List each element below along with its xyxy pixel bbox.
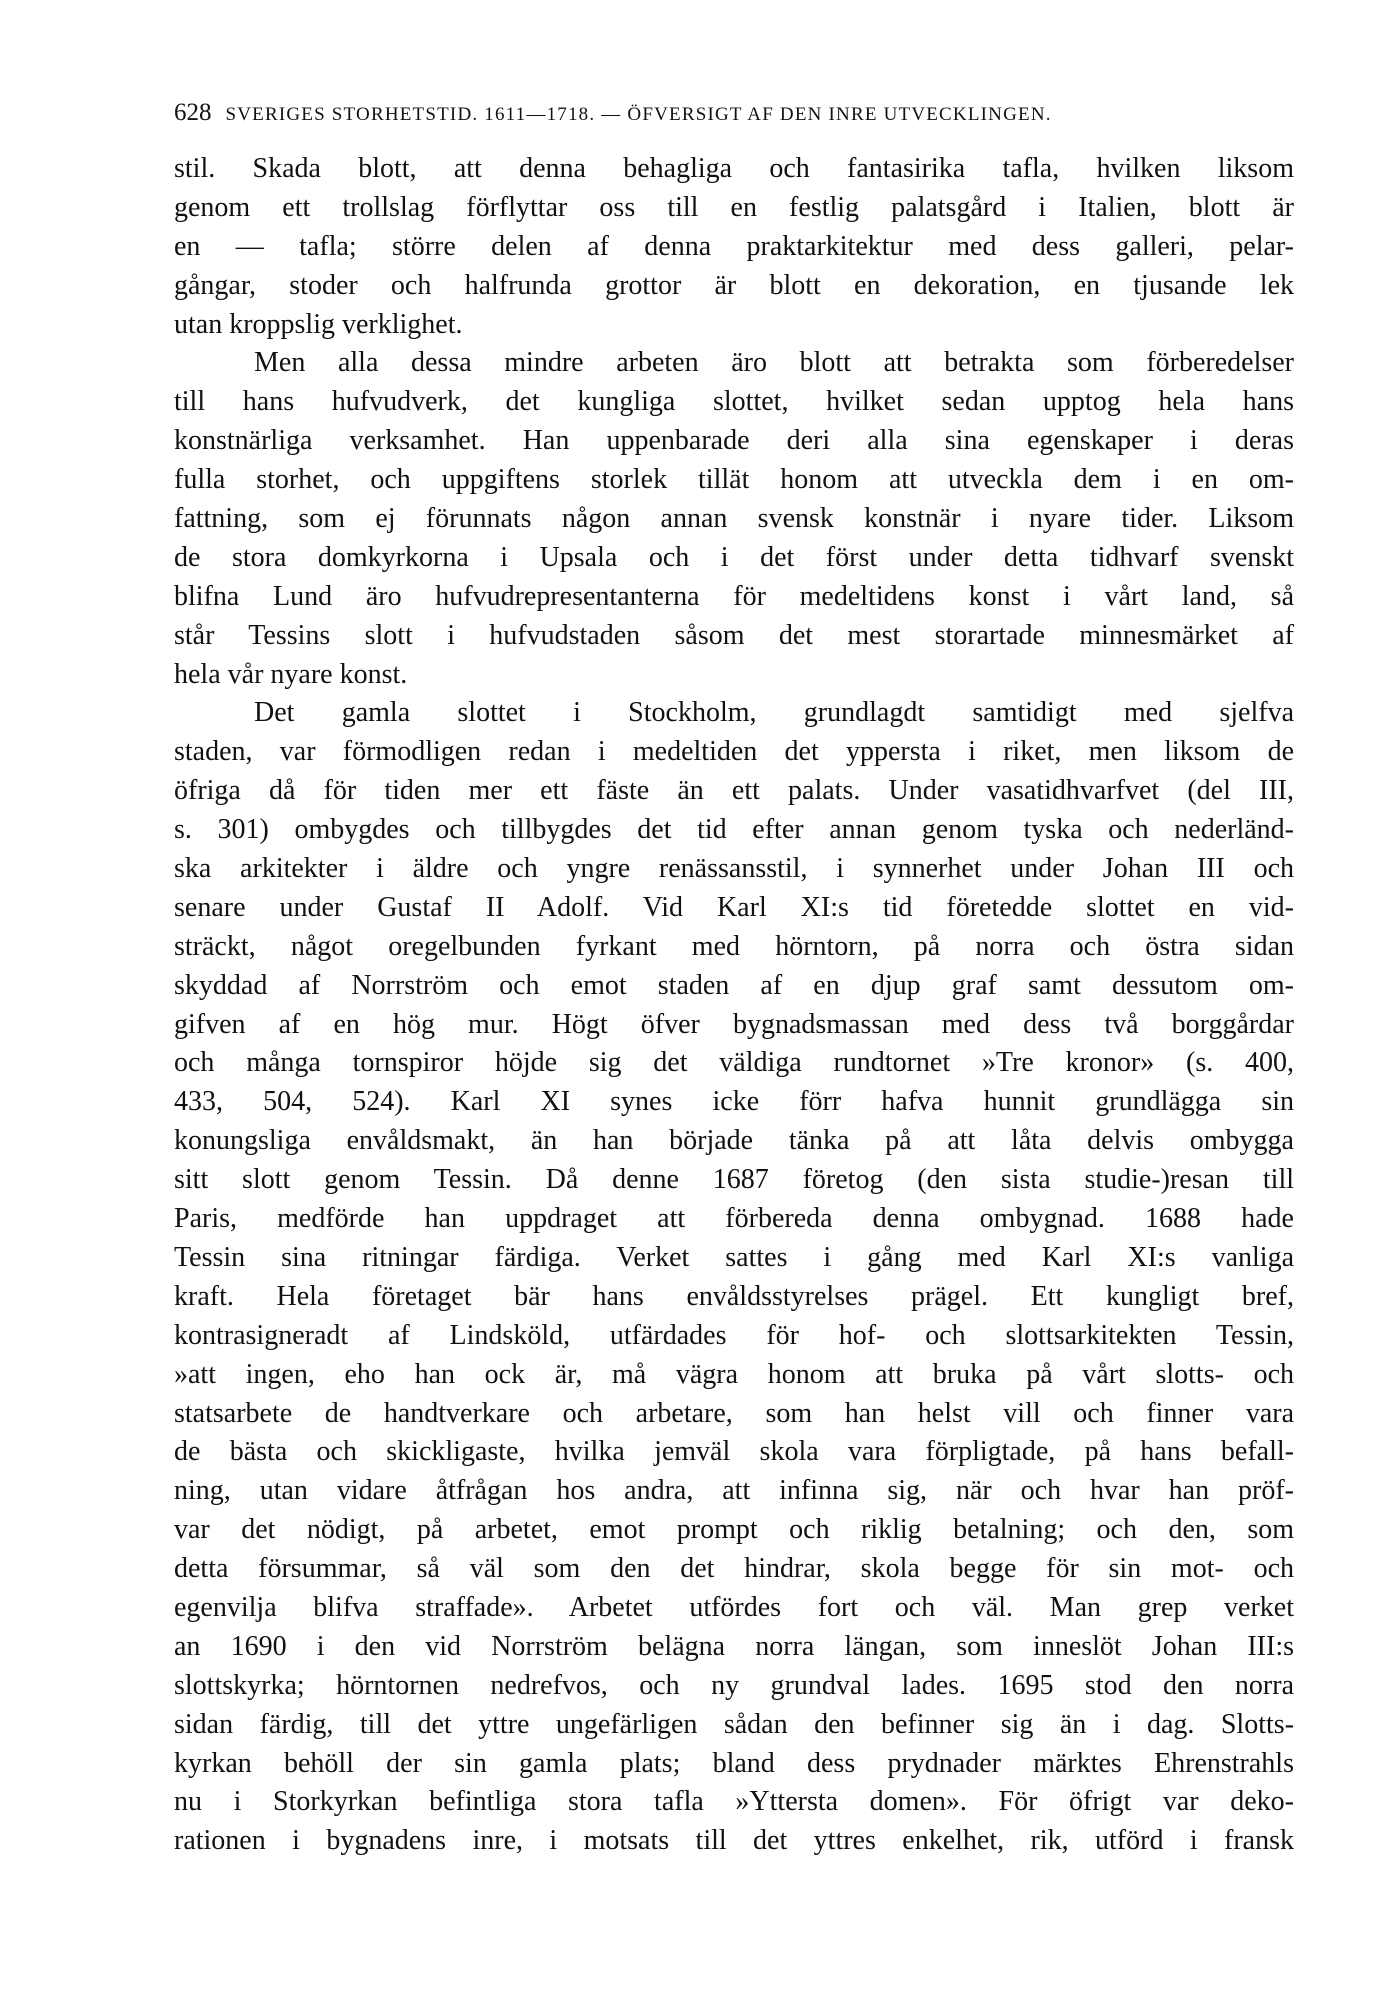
text-line: gifven af en hög mur. Högt öfver bygnadsmassan med dess två borggårdar bbox=[174, 1008, 1294, 1040]
text-line: Tessin sina ritningar färdiga. Verket sattes i gång med Karl XI:s vanliga bbox=[174, 1241, 1294, 1273]
text-line: Men alla dessa mindre arbeten äro blott att betrakta som förberedelser bbox=[254, 347, 1294, 379]
text-line: gångar, stoder och halfrunda grottor är blott en dekoration, en tjusande lek bbox=[174, 269, 1294, 301]
text-line: utan kroppslig verklighet. bbox=[174, 308, 463, 340]
text-line: till hans hufvudverk, det kungliga slottet, hvilket sedan upptog hela hans bbox=[174, 386, 1294, 418]
text-line: kraft. Hela företaget bär hans envåldsstyrelses prägel. Ett kungligt bref, bbox=[174, 1280, 1294, 1312]
text-line: nu i Storkyrkan befintliga stora tafla »Yttersta domen». För öfrigt var deko- bbox=[174, 1786, 1294, 1818]
text-line: konungsliga envåldsmakt, än han började tänka på att låta delvis ombygga bbox=[174, 1125, 1294, 1157]
text-line: var det nödigt, på arbetet, emot prompt och riklig betalning; och den, som bbox=[174, 1514, 1294, 1546]
text-line: en — tafla; större delen af denna praktarkitektur med dess galleri, pelar- bbox=[174, 230, 1294, 262]
text-line: an 1690 i den vid Norrström belägna norra längan, som inneslöt Johan III:s bbox=[174, 1630, 1294, 1662]
text-line: egenvilja blifva straffade». Arbetet utfördes fort och väl. Man grep verket bbox=[174, 1591, 1294, 1623]
text-line: de bästa och skickligaste, hvilka jemväl skola vara förpligtade, på hans befall- bbox=[174, 1436, 1294, 1468]
text-line: sidan färdig, till det yttre ungefärligen sådan den befinner sig än i dag. Slotts- bbox=[174, 1708, 1294, 1740]
page-number: 628 bbox=[174, 99, 212, 126]
text-line: sitt slott genom Tessin. Då denne 1687 företog (den sista studie-)resan till bbox=[174, 1164, 1294, 1196]
text-line: »att ingen, eho han ock är, må vägra honom att bruka på vårt slotts- och bbox=[174, 1358, 1294, 1390]
text-line: detta försummar, så väl som den det hindrar, skola begge för sin mot- och bbox=[174, 1553, 1294, 1585]
text-line: staden, var förmodligen redan i medeltiden det yppersta i riket, men liksom de bbox=[174, 736, 1294, 768]
text-line: de stora domkyrkorna i Upsala och i det först under detta tidhvarf svenskt bbox=[174, 541, 1294, 573]
text-line: sträckt, något oregelbunden fyrkant med hörntorn, på norra och östra sidan bbox=[174, 930, 1294, 962]
text-line: slottskyrka; hörntornen nedrefvos, och ny grundval lades. 1695 stod den norra bbox=[174, 1669, 1294, 1701]
text-line: kyrkan behöll der sin gamla plats; bland dess prydnader märktes Ehrenstrahls bbox=[174, 1747, 1294, 1779]
text-line: kontrasigneradt af Lindsköld, utfärdades för hof- och slottsarkitekten Tessin, bbox=[174, 1319, 1294, 1351]
text-line: fulla storhet, och uppgiftens storlek tillät honom att utveckla dem i en om- bbox=[174, 464, 1294, 496]
text-line: blifna Lund äro hufvudrepresentanterna för medeltidens konst i vårt land, så bbox=[174, 580, 1294, 612]
text-line: står Tessins slott i hufvudstaden såsom det mest storartade minnesmärket af bbox=[174, 619, 1294, 651]
running-title: SVERIGES STORHETSTID. 1611—1718. — ÖFVERSIGT AF DEN INRE UTVECKLINGEN. bbox=[225, 104, 1052, 125]
text-line: s. 301) ombygdes och tillbygdes det tid efter annan genom tyska och nederländ- bbox=[174, 814, 1294, 846]
text-line: senare under Gustaf II Adolf. Vid Karl XI:s tid företedde slottet en vid- bbox=[174, 891, 1294, 923]
text-line: statsarbete de handtverkare och arbetare, som han helst vill och finner vara bbox=[174, 1397, 1294, 1429]
text-line: ska arkitekter i äldre och yngre renässansstil, i synnerhet under Johan III och bbox=[174, 853, 1294, 885]
text-line: stil. Skada blott, att denna behagliga och fantasirika tafla, hvilken liksom bbox=[174, 153, 1294, 184]
text-line: rationen i bygnadens inre, i motsats till det yttres enkelhet, rik, utförd i fransk bbox=[174, 1825, 1294, 1857]
body-text bbox=[174, 150, 1294, 1861]
text-line: 433, 504, 524). Karl XI synes icke förr hafva hunnit grundlägga sin bbox=[174, 1086, 1294, 1118]
text-line: skyddad af Norrström och emot staden af en djup graf samt dessutom om- bbox=[174, 969, 1294, 1001]
text-line: konstnärliga verksamhet. Han uppenbarade deri alla sina egenskaper i deras bbox=[174, 425, 1294, 457]
text-line: öfriga då för tiden mer ett fäste än ett palats. Under vasatidhvarfvet (del III, bbox=[174, 775, 1294, 807]
text-line: Det gamla slottet i Stockholm, grundlagdt samtidigt med sjelfva bbox=[254, 697, 1294, 729]
text-line: ning, utan vidare åtfrågan hos andra, att infinna sig, när och hvar han pröf- bbox=[174, 1475, 1294, 1507]
text-line: hela vår nyare konst. bbox=[174, 658, 408, 690]
running-header bbox=[174, 98, 1304, 128]
text-line: fattning, som ej förunnats någon annan svensk konstnär i nyare tider. Liksom bbox=[174, 503, 1294, 535]
text-line: genom ett trollslag förflyttar oss till en festlig palatsgård i Italien, blott är bbox=[174, 191, 1294, 223]
text-line: Paris, medförde han uppdraget att förbereda denna ombygnad. 1688 hade bbox=[174, 1203, 1294, 1235]
text-line: och många tornspiror höjde sig det väldiga rundtornet »Tre kronor» (s. 400, bbox=[174, 1047, 1294, 1079]
